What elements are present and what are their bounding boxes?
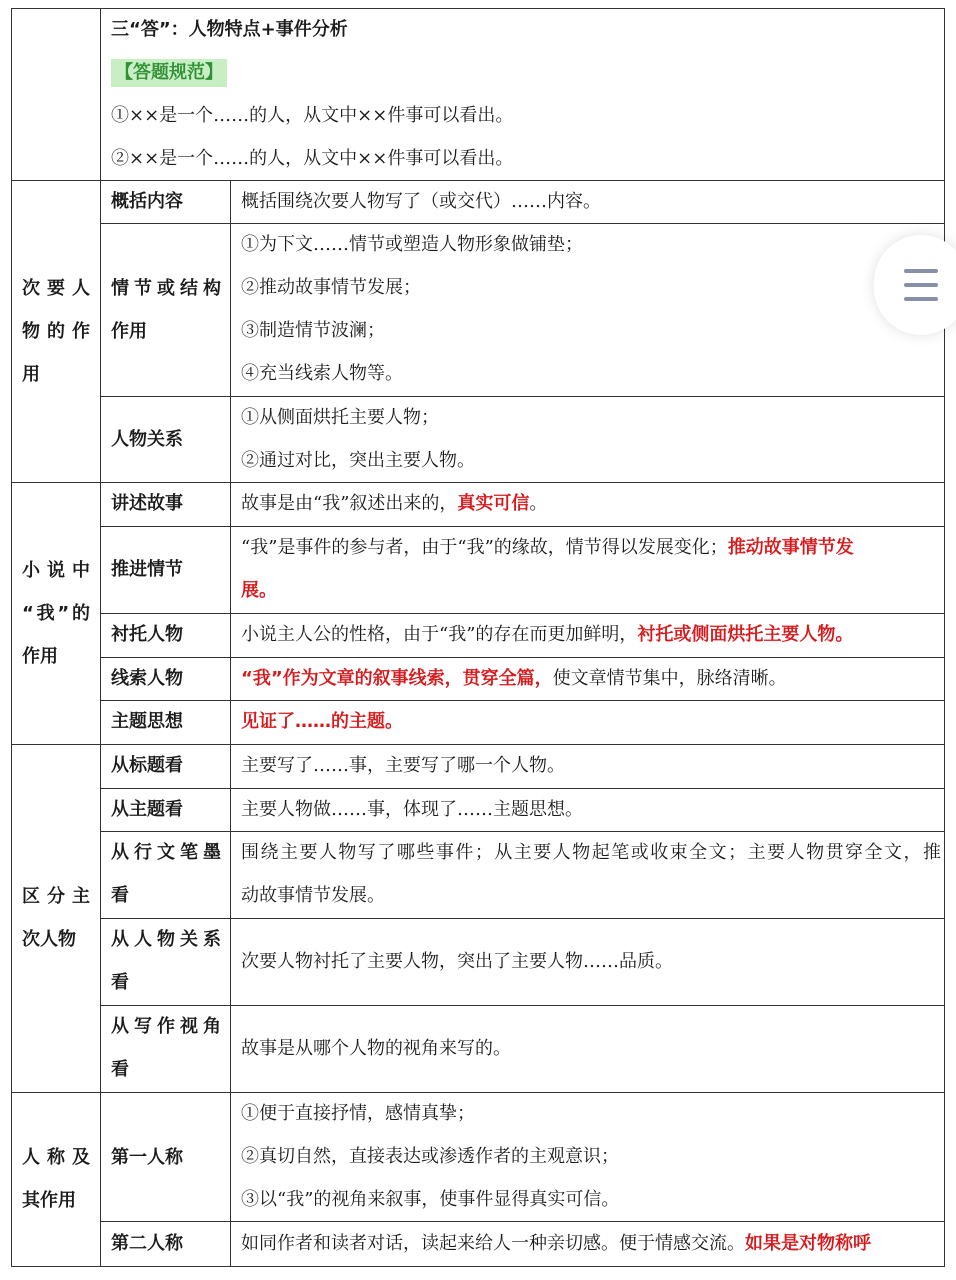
row-label: 线索人物 [111,668,183,689]
norm-line-1: ①××是一个……的人，从文中××件事可以看出。 [111,105,514,126]
row-content: 次要人物衬托了主要人物，突出了主要人物……品质。 [241,951,673,972]
row-label: 从标题看 [111,755,183,776]
row-content: 如同作者和读者对话，读起来给人一种亲切感。便于情感交流。如果是对物称呼 [241,1233,871,1254]
menu-icon [904,297,938,301]
row-label: 第一人称 [111,1147,183,1168]
row-label: 主题思想 [111,711,183,732]
table-rule [230,180,231,1267]
answer-norm-tag: 【答题规范】 [111,59,227,87]
row-content: 围绕主要人物写了哪些事件；从主要人物起笔或收束全文；主要人物贯穿全文，推 动故事情节发展。 [241,842,941,906]
category-narrator: 小说中 “我”的 作用 [22,560,90,667]
row-content: ①从侧面烘托主要人物； ②通过对比，突出主要人物。 [241,407,475,471]
table-rule [100,1005,945,1006]
category-distinguish: 区分主 次人物 [22,886,90,950]
row-content: “我”作为文章的叙事线索，贯穿全篇，使文章情节集中，脉络清晰。 [241,668,787,689]
row-label: 从主题看 [111,799,183,820]
row-label: 概括内容 [111,191,183,212]
menu-icon [904,269,938,273]
table-rule [11,8,945,9]
table-rule [100,8,101,1267]
row-label: 情节或结构 作用 [111,278,221,342]
row-label: 第二人称 [111,1233,183,1254]
row-content: 主要人物做……事，体现了……主题思想。 [241,799,583,820]
row-content: ①便于直接抒情，感情真挚； ②真切自然，直接表达或渗透作者的主观意识； ③以“我”的视角来叙事，使事件显得真实可信。 [241,1103,620,1210]
table-rule [100,918,945,919]
notes-table [11,8,945,1268]
row-content: 见证了……的主题。 [241,711,403,732]
row-content: 故事是从哪个人物的视角来写的。 [241,1038,511,1059]
row-label: 衬托人物 [111,624,183,645]
table-rule [100,700,945,701]
row-label: 推进情节 [111,559,183,580]
table-rule [11,8,12,1267]
row-label: 人物关系 [111,429,183,450]
section-title: 三“答”：人物特点+事件分析 [111,19,348,40]
row-content: 主要写了……事，主要写了哪一个人物。 [241,755,565,776]
category-secondary: 次要人 物的作 用 [22,278,90,385]
category-person: 人称及 其作用 [22,1147,90,1211]
table-rule [100,396,945,397]
row-content: 概括围绕次要人物写了（或交代）……内容。 [241,191,601,212]
floating-menu-button[interactable] [874,235,956,335]
row-content: 故事是由“我”叙述出来的，真实可信。 [241,493,548,514]
menu-icon [904,283,938,287]
row-content: 小说主人公的性格，由于“我”的存在而更加鲜明，衬托或侧面烘托主要人物。 [241,624,854,645]
row-label: 从行文笔墨 看 [111,842,221,906]
row-label: 从人物关系 看 [111,929,221,993]
table-rule [11,1266,945,1267]
row-content: ①为下文……情节或塑造人物形象做铺垫； ②推动故事情节发展； ③制造情节波澜； ④充当线索人物等。 [241,234,583,384]
row-label: 从写作视角 看 [111,1016,221,1080]
row-content: “我”是事件的参与者，由于“我”的缘故，情节得以发展变化；推动故事情节发 展。 [241,537,854,601]
row-label: 讲述故事 [111,493,183,514]
norm-line-2: ②××是一个……的人，从文中××件事可以看出。 [111,148,514,169]
table-rule [944,8,945,1267]
